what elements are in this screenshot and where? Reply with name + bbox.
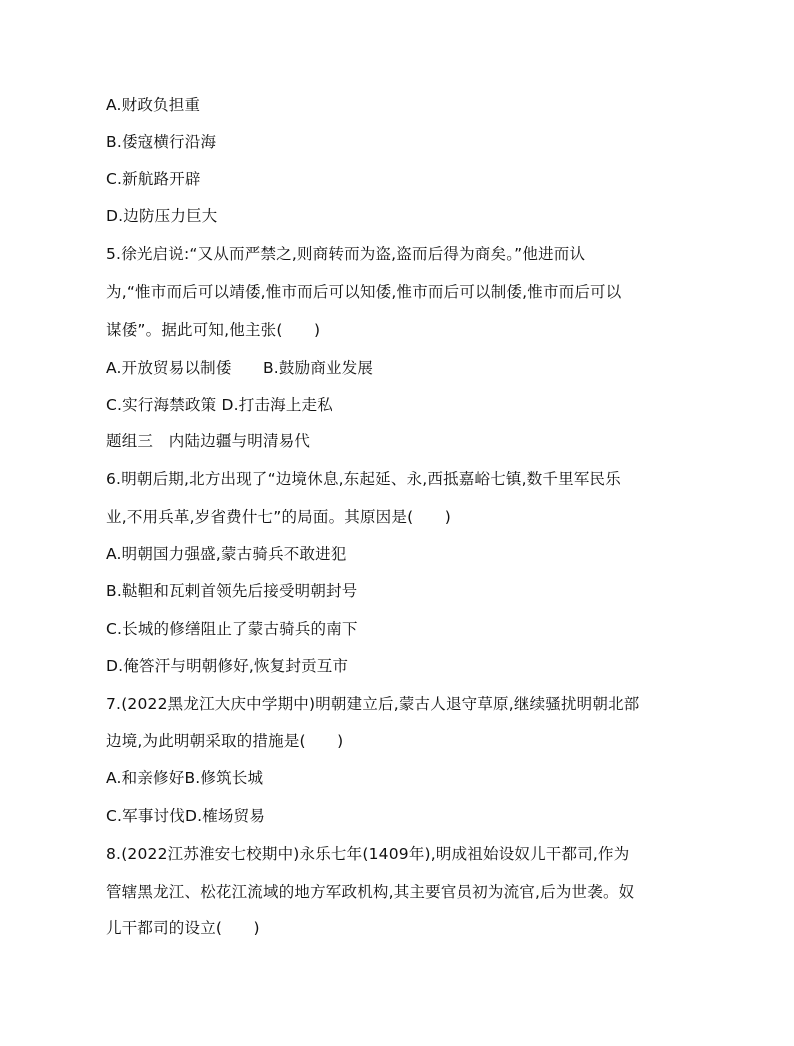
option-4b: B.倭寇横行沿海	[106, 133, 217, 151]
question-7-line-2: 边境,为此明朝采取的措施是( )	[106, 732, 344, 750]
option-6a: A.明朝国力强盛,蒙古骑兵不敢进犯	[106, 545, 347, 563]
question-7-line-1: 7.(2022黑龙江大庆中学期中)明朝建立后,蒙古人退守草原,继续骚扰明朝北部	[106, 695, 640, 713]
question-8-line-2: 管辖黑龙江、松花江流域的地方军政机构,其主要官员初为流官,后为世袭。奴	[106, 883, 635, 901]
option-6d: D.俺答汗与明朝修好,恢复封贡互市	[106, 657, 349, 675]
question-8-line-3: 儿干都司的设立( )	[106, 919, 260, 937]
question-5-line-1: 5.徐光启说:“又从而严禁之,则商转而为盗,盗而后得为商矣。”他进而认	[106, 245, 586, 263]
option-7ab: A.和亲修好B.修筑长城	[106, 769, 264, 787]
question-6-line-1: 6.明朝后期,北方出现了“边境休息,东起延、永,西抵嘉峪七镇,数千里军民乐	[106, 470, 621, 488]
option-6c: C.长城的修缮阻止了蒙古骑兵的南下	[106, 620, 358, 638]
question-8-line-1: 8.(2022江苏淮安七校期中)永乐七年(1409年),明成祖始设奴儿干都司,作为	[106, 845, 630, 863]
question-6-line-2: 业,不用兵革,岁省费什七”的局面。其原因是( )	[106, 508, 451, 526]
option-7cd: C.军事讨伐D.榷场贸易	[106, 807, 266, 825]
question-5-line-3: 谋倭”。据此可知,他主张( )	[106, 321, 321, 339]
option-5ab: A.开放贸易以制倭 B.鼓励商业发展	[106, 359, 374, 377]
option-4c: C.新航路开辟	[106, 170, 201, 188]
option-4d: D.边防压力巨大	[106, 207, 218, 225]
option-6b: B.鞑靼和瓦剌首领先后接受明朝封号	[106, 582, 358, 600]
option-4a: A.财政负担重	[106, 96, 201, 114]
question-5-line-2: 为,“惟市而后可以靖倭,惟市而后可以知倭,惟市而后可以制倭,惟市而后可以	[106, 283, 622, 301]
option-5cd: C.实行海禁政策 D.打击海上走私	[106, 396, 333, 414]
section-heading: 题组三 内陆边疆与明清易代	[106, 432, 311, 450]
